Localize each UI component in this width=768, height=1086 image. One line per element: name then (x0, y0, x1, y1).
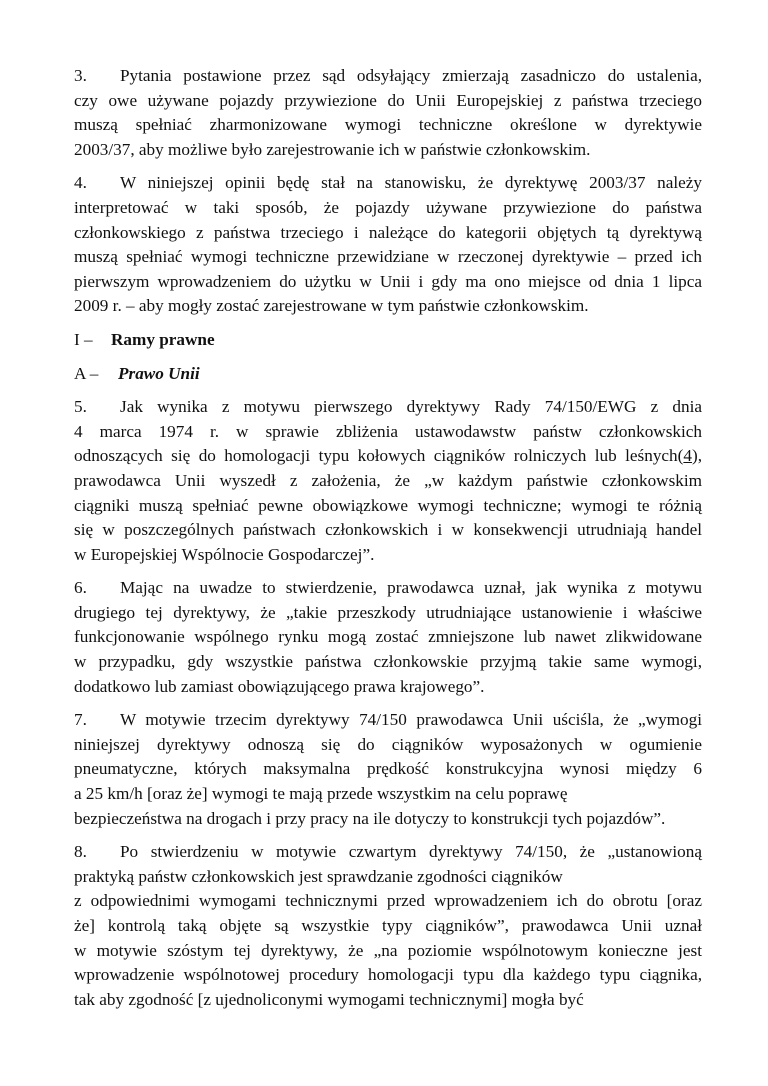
paragraph-text-line: wprowadzenie wspólnotowej procedury homologacji typu dla każdego typu ciągnika, (74, 965, 702, 985)
paragraph-number: 4. (74, 173, 87, 193)
paragraph-5 (74, 395, 702, 567)
paragraph-text-line: funkcjonowanie wspólnego rynku mogą zostać zmniejszone lub nawet zlikwidowane (74, 627, 702, 647)
section-title: Ramy prawne (111, 329, 215, 349)
paragraph-text-line: 2009 r. – aby mogły zostać zarejestrowane w tym państwie członkowskim. (74, 296, 589, 316)
paragraph-text-line: odnoszących się do homologacji typu kołowych ciągników rolniczych lub leśnych( (74, 446, 684, 466)
paragraph-text-line: interpretować w taki sposób, że pojazdy używane przywiezione do państwa (74, 197, 702, 217)
paragraph-text-line: drugiego tej dyrektywy, że „takie przeszkody utrudniające ustanowienie i właściwe (74, 602, 702, 622)
section-subtitle: Prawo Unii (118, 363, 200, 383)
paragraph-text-line: 4 marca 1974 r. w sprawie zbliżenia ustawodawstw państw członkowskich (74, 421, 702, 441)
paragraph-text-line: W motywie trzecim dyrektywy 74/150 prawodawca Unii uściśla, że „wymogi (120, 710, 702, 730)
paragraph-text-line: Mając na uwadze to stwierdzenie, prawodawca uznał, jak wynika z motywu (120, 578, 702, 598)
section-numeral: I – (74, 329, 93, 349)
paragraph-text-line: Pytania postawione przez sąd odsyłający zmierzają zasadniczo do ustalenia, (120, 66, 702, 85)
paragraph-4 (74, 171, 702, 319)
footnote-suffix: ), (691, 446, 702, 466)
paragraph-text-line: muszą spełniać wymogi techniczne przewidziane w rzeczonej dyrektywie – przed ich (74, 247, 702, 267)
paragraph-text-line: Po stwierdzeniu w motywie czwartym dyrektywy 74/150, że „ustanowioną (120, 842, 702, 862)
paragraph-number: 7. (74, 710, 87, 730)
paragraph-text-line: czy owe używane pojazdy przywiezione do Unii Europejskiej z państwa trzeciego (74, 90, 702, 110)
paragraph-text-line: bezpieczeństwa na drogach i przy pracy na ile dotyczy to konstrukcji tych pojazdów”. (74, 808, 666, 828)
paragraph-text-line: członkowskiego z państwa trzeciego i należące do kategorii objętych tą dyrektywą (74, 222, 702, 242)
paragraph-text-line: że] kontrolą taką objęte są wszystkie typy ciągników”, prawodawca Unii uznał (74, 916, 702, 935)
paragraph-text-line: w przypadku, gdy wszystkie państwa członkowskie przyjmą takie same wymogi, (74, 652, 702, 672)
paragraph-number: 5. (74, 397, 87, 417)
paragraph-number: 6. (74, 578, 87, 598)
paragraph-text-line: ciągniki muszą spełniać pewne obowiązkowe wymogi techniczne; wymogi te różnią (74, 495, 702, 515)
paragraph-text-line: w motywie szóstym tej dyrektywy, że „na poziomie wspólnotowym konieczne jest (74, 940, 702, 960)
paragraph-text-line: dodatkowo lub zamiast obowiązującego prawa krajowego”. (74, 676, 485, 696)
paragraph-text-line: praktyką państw członkowskich jest sprawdzanie zgodności ciągników (74, 866, 563, 886)
section-heading-a (74, 362, 702, 387)
footnote-link[interactable]: 4 (683, 446, 692, 466)
paragraph-text-line: Jak wynika z motywu pierwszego dyrektywy Rady 74/150/EWG z dnia (120, 397, 702, 417)
paragraph-text-line: tak aby zgodność [z ujednoliconymi wymogami technicznymi] mogła być (74, 989, 584, 1009)
paragraph-text-line: pierwszym wprowadzeniem do użytku w Unii i gdy ma ono miejsce od dnia 1 lipca (74, 271, 702, 291)
paragraph-text-line: z odpowiednimi wymogami technicznymi przed wprowadzeniem ich do obrotu [oraz (74, 891, 702, 911)
paragraph-text-line: pneumatyczne, których maksymalna prędkość konstrukcyjna wynosi między 6 (74, 759, 702, 779)
paragraph-text-line: 2003/37, aby możliwe było zarejestrowanie ich w państwie członkowskim. (74, 139, 591, 159)
paragraph-number: 8. (74, 842, 87, 862)
document-page (74, 64, 702, 1021)
paragraph-7 (74, 708, 702, 831)
paragraph-8 (74, 840, 702, 1012)
paragraph-text-line: W niniejszej opinii będę stał na stanowisku, że dyrektywę 2003/37 należy (120, 173, 702, 193)
paragraph-number: 3. (74, 66, 87, 85)
paragraph-text-line: w Europejskiej Wspólnocie Gospodarczej”. (74, 544, 375, 564)
section-letter: A – (74, 363, 99, 383)
paragraph-text-line: prawodawca Unii wyszedł z założenia, że „w każdym państwie członkowskim (74, 470, 702, 490)
paragraph-text-line: się w poszczególnych państwach członkowskich i w konsekwencji utrudniają handel (74, 520, 702, 540)
paragraph-6 (74, 576, 702, 699)
paragraph-3 (74, 64, 702, 162)
paragraph-text-line: muszą spełniać zharmonizowane wymogi techniczne określone w dyrektywie (74, 115, 702, 135)
section-heading-i (74, 328, 702, 353)
paragraph-text-line: niniejszej dyrektywy odnoszą się do ciągników wyposażonych w ogumienie (74, 734, 702, 754)
paragraph-text-line: a 25 km/h [oraz że] wymogi te mają przede wszystkim na celu poprawę (74, 784, 568, 804)
